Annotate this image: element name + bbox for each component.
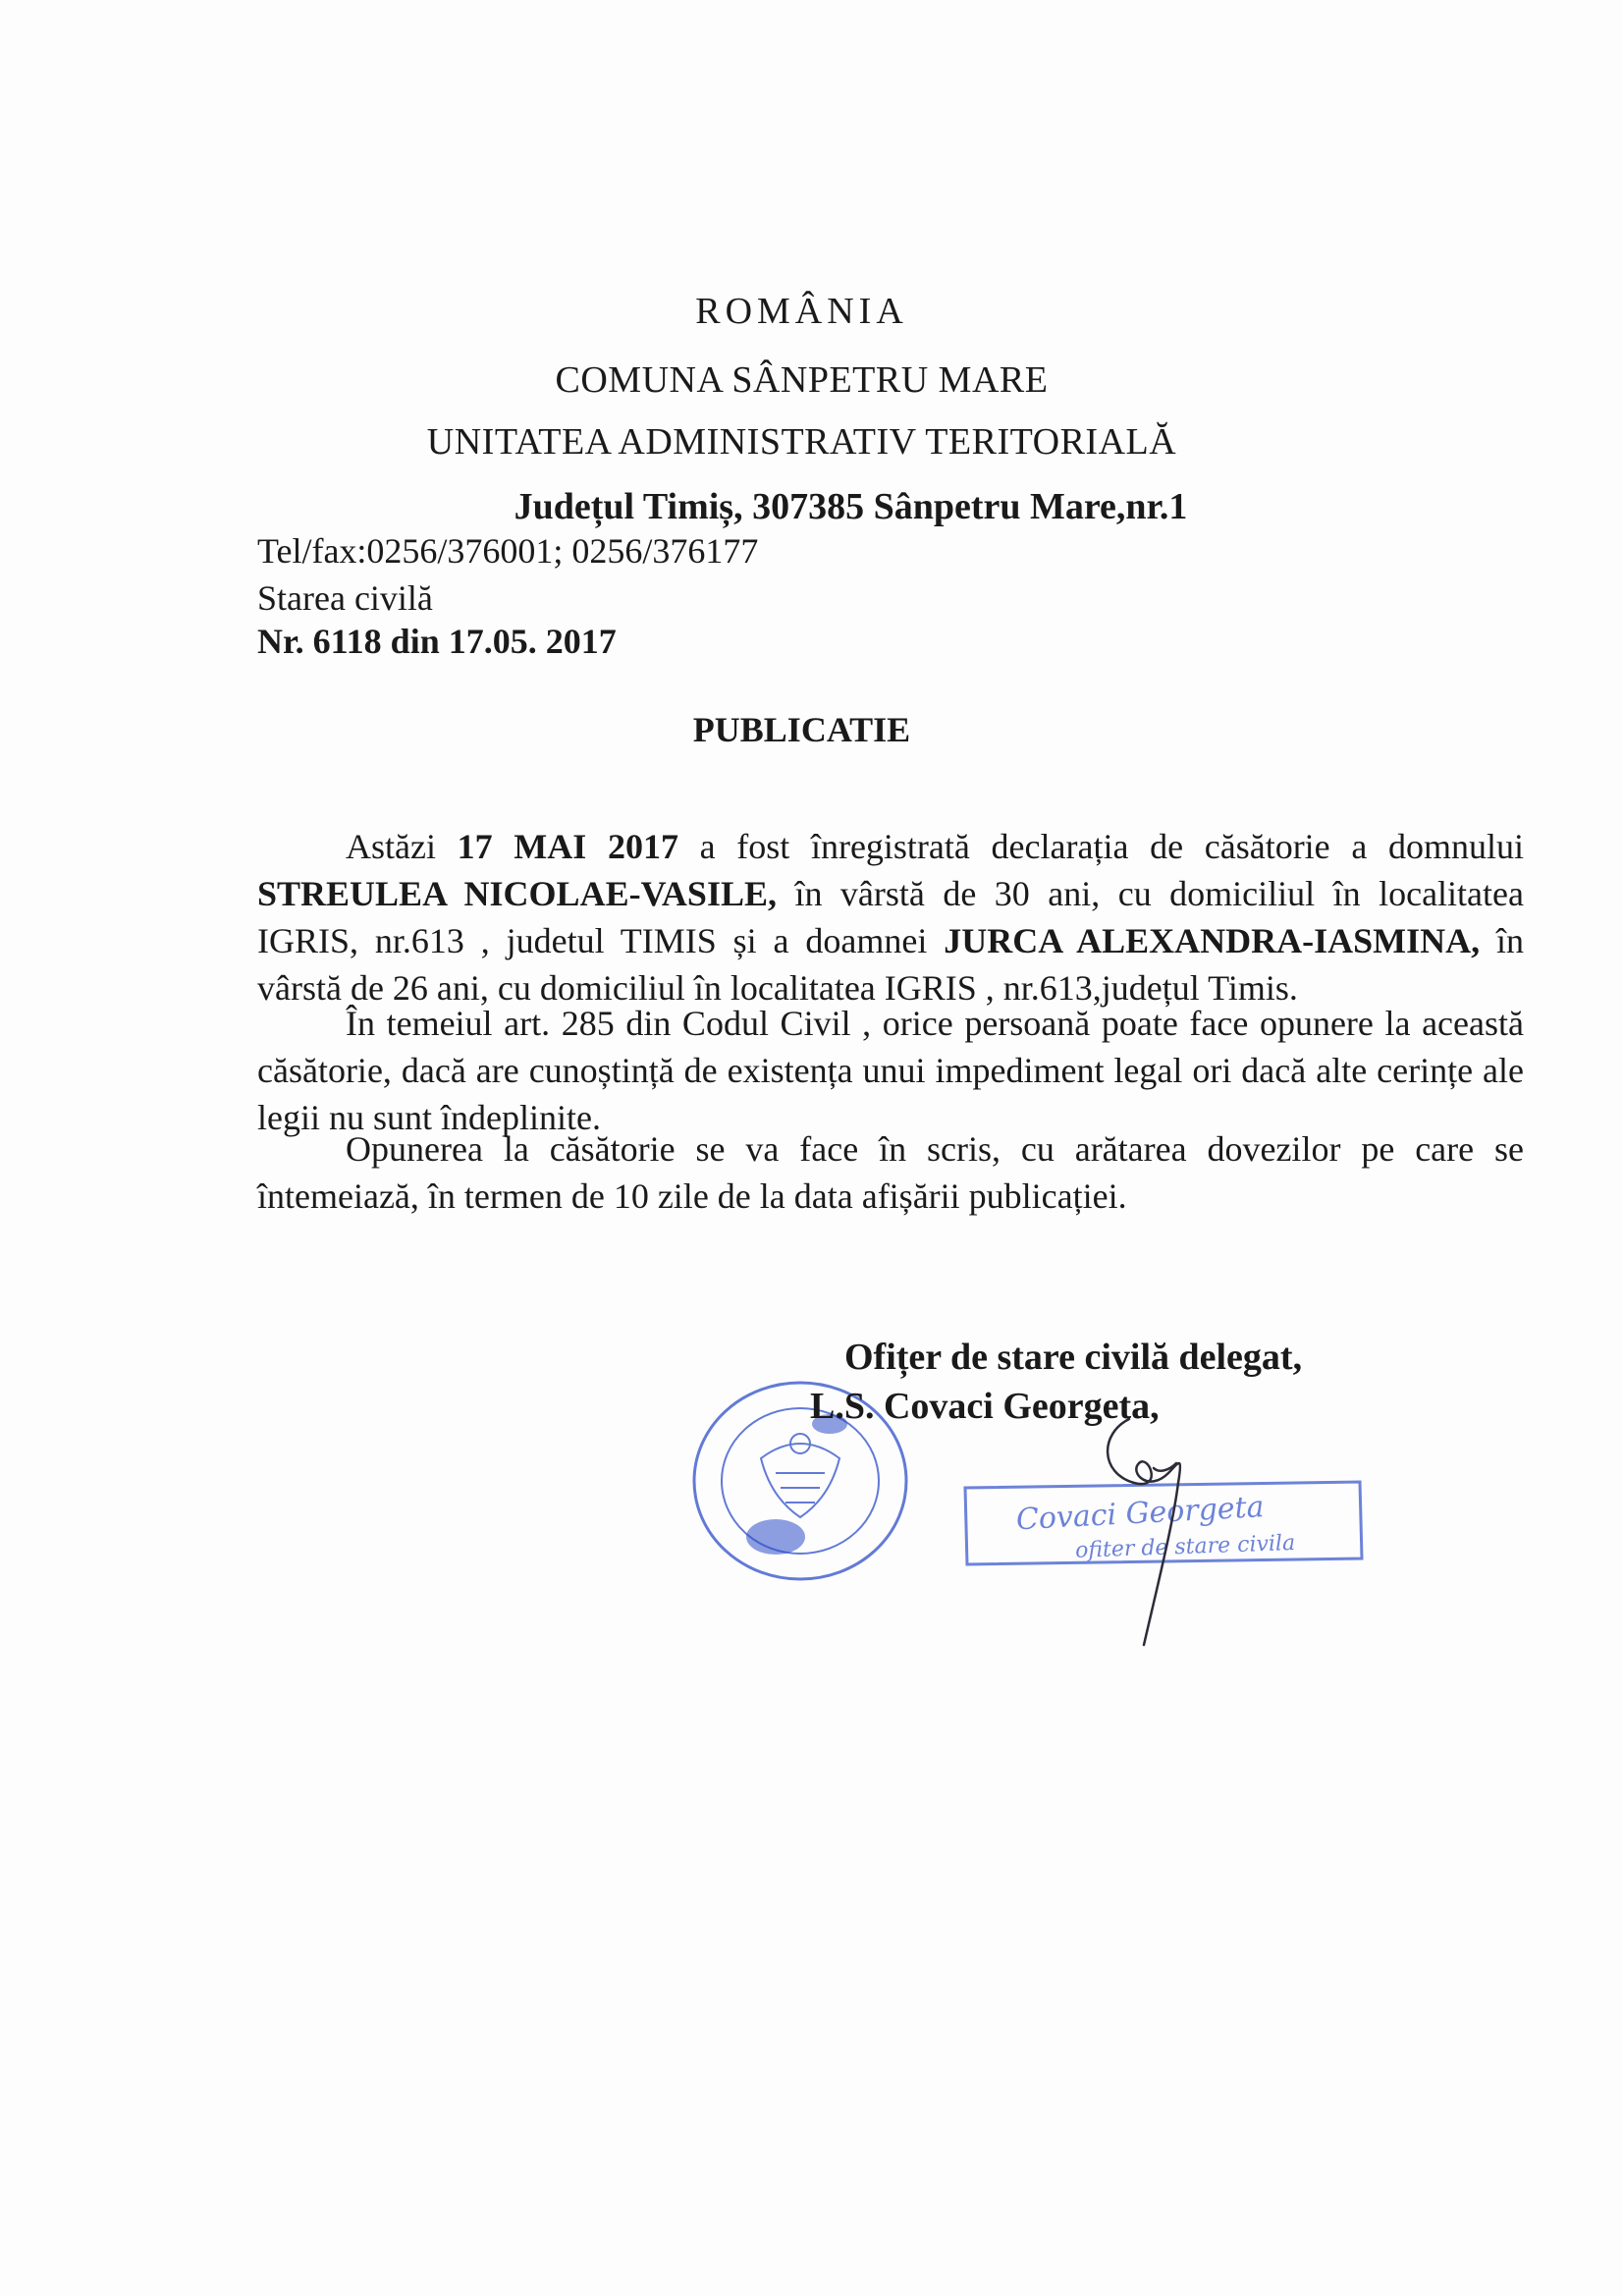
- paragraph-declaration: [257, 823, 1524, 1011]
- text-segment-2: în vârstă de 30 ani, cu domiciliul în localitatea IGRIS, nr.613 , judetul TIMIS și a doamnei: [257, 874, 1524, 960]
- header-commune: COMUNA SÂNPETRU MARE: [555, 359, 1049, 401]
- legal-basis-text: În temeiul art. 285 din Codul Civil , orice persoană poate face opunere la această căsătorie, dacă are cunoștință de existența unui impediment legal ori dacă alte cerințe ale legii nu sunt îndeplinite.: [257, 1004, 1524, 1137]
- bride-name: JURCA ALEXANDRA-IASMINA,: [944, 921, 1481, 960]
- document-number: Nr. 6118 din 17.05. 2017: [257, 622, 617, 661]
- signatory-name: L.S. Covaci Georgeta,: [810, 1386, 1160, 1427]
- header-department: Starea civilă: [257, 578, 433, 618]
- document-title: PUBLICATIE: [692, 710, 911, 749]
- header-unit: UNITATEA ADMINISTRATIV TERITORIALĂ: [426, 421, 1177, 463]
- opposition-text: Opunerea la căsătorie se va face în scris, cu arătarea dovezilor pe care se întemeiază, în termen de 10 zile de la data afișării publicației.: [257, 1129, 1524, 1216]
- text-intro: Astăzi: [346, 827, 458, 866]
- handwritten-signature-icon: [1090, 1414, 1208, 1650]
- header-phone: Tel/fax:0256/376001; 0256/376177: [257, 531, 759, 571]
- groom-name: STREULEA NICOLAE-VASILE,: [257, 874, 777, 913]
- text-segment-1: a fost înregistrată declarația de căsătorie a domnului: [677, 827, 1524, 866]
- svg-text:ofiter de stare civila: ofiter de stare civila: [1074, 1530, 1296, 1563]
- paragraph-legal-basis: [257, 1000, 1524, 1141]
- declaration-date: 17 MAI 2017: [457, 827, 678, 866]
- signatory-title: Ofițer de stare civilă delegat,: [844, 1337, 1303, 1378]
- header-country: ROMÂNIA: [695, 291, 908, 332]
- text-segment-3: în vârstă de 26 ani, cu domiciliul în localitatea IGRIS , nr.613,județul Timis.: [257, 921, 1524, 1008]
- header-address: Județul Timiș, 307385 Sânpetru Mare,nr.1: [514, 486, 1188, 527]
- svg-text:Covaci Georgeta: Covaci Georgeta: [1015, 1490, 1266, 1538]
- paragraph-opposition: [257, 1125, 1524, 1220]
